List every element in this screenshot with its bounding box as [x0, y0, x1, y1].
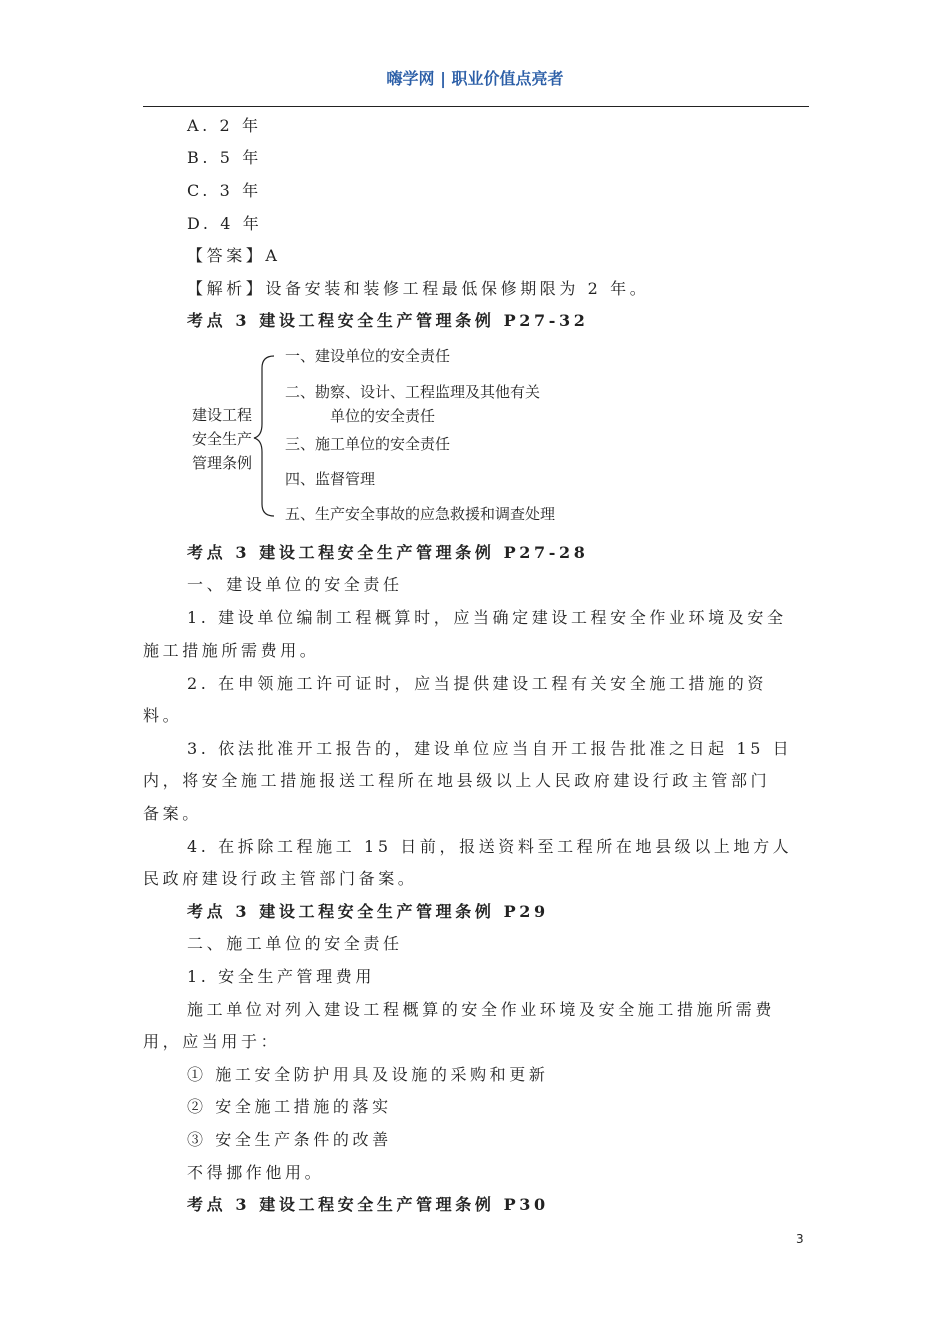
paragraph-line: 1. 建设单位编制工程概算时，应当确定建设工程安全作业环境及安全: [187, 608, 787, 627]
subheading-builder-duty: 一、建设单位的安全责任: [187, 575, 403, 594]
paragraph-line: 备案。: [143, 804, 202, 823]
paragraph-line: 民政府建设行政主管部门备案。: [143, 869, 418, 888]
section-heading-p27-32: 考点 3 建设工程安全生产管理条例 P27-32: [187, 311, 589, 330]
diagram-branch-5: 五、生产安全事故的应急救援和调查处理: [285, 505, 556, 523]
diagram-branch-4: 四、监督管理: [285, 470, 376, 488]
page-header: 嗨学网 | 职业价值点亮者: [386, 69, 564, 88]
diagram-branch-2: 二、勘察、设计、工程监理及其他有关: [285, 383, 541, 401]
option-a: A. 2 年: [187, 116, 262, 135]
list-item: ③ 安全生产条件的改善: [187, 1130, 392, 1149]
list-item: ② 安全施工措施的落实: [187, 1097, 392, 1116]
diagram-root-line2: 安全生产: [192, 430, 253, 448]
paragraph-line: 用，应当用于：: [143, 1032, 281, 1051]
diagram-root-line3: 管理条例: [192, 454, 253, 472]
list-item: ① 施工安全防护用具及设施的采购和更新: [187, 1065, 549, 1084]
section-heading-p27-28: 考点 3 建设工程安全生产管理条例 P27-28: [187, 543, 589, 562]
section-heading-p30: 考点 3 建设工程安全生产管理条例 P30: [187, 1195, 549, 1214]
paragraph-line: 施工措施所需费用。: [143, 641, 320, 660]
item-title: 1. 安全生产管理费用: [187, 967, 375, 986]
analysis: 【解析】设备安装和装修工程最低保修期限为 2 年。: [187, 279, 650, 298]
paragraph-line: 施工单位对列入建设工程概算的安全作业环境及安全施工措施所需费: [187, 1000, 776, 1019]
diagram-branch-2-cont: 单位的安全责任: [330, 407, 436, 425]
subheading-contractor-duty: 二、施工单位的安全责任: [187, 934, 403, 953]
section-heading-p29: 考点 3 建设工程安全生产管理条例 P29: [187, 902, 549, 921]
diagram-root-line1: 建设工程: [192, 406, 253, 424]
diagram-branch-1: 一、建设单位的安全责任: [285, 347, 451, 365]
paragraph-line: 料。: [143, 706, 183, 725]
diagram-branch-3: 三、施工单位的安全责任: [285, 435, 451, 453]
paragraph-line: 2. 在申领施工许可证时，应当提供建设工程有关安全施工措施的资: [187, 674, 767, 693]
option-c: C. 3 年: [187, 181, 262, 200]
brace-line: [254, 356, 274, 516]
header-divider: [143, 106, 809, 107]
paragraph-line: 内，将安全施工措施报送工程所在地县级以上人民政府建设行政主管部门: [143, 771, 771, 790]
paragraph-line: 3. 依法批准开工报告的，建设单位应当自开工报告批准之日起 15 日: [187, 739, 793, 758]
option-d: D. 4 年: [187, 214, 263, 233]
page-number: 3: [796, 1232, 804, 1246]
paragraph-line: 4. 在拆除工程施工 15 日前，报送资料至工程所在地县级以上地方人: [187, 837, 793, 856]
closing-line: 不得挪作他用。: [187, 1163, 325, 1182]
option-b: B. 5 年: [187, 148, 262, 167]
answer: 【答案】A: [187, 246, 281, 265]
